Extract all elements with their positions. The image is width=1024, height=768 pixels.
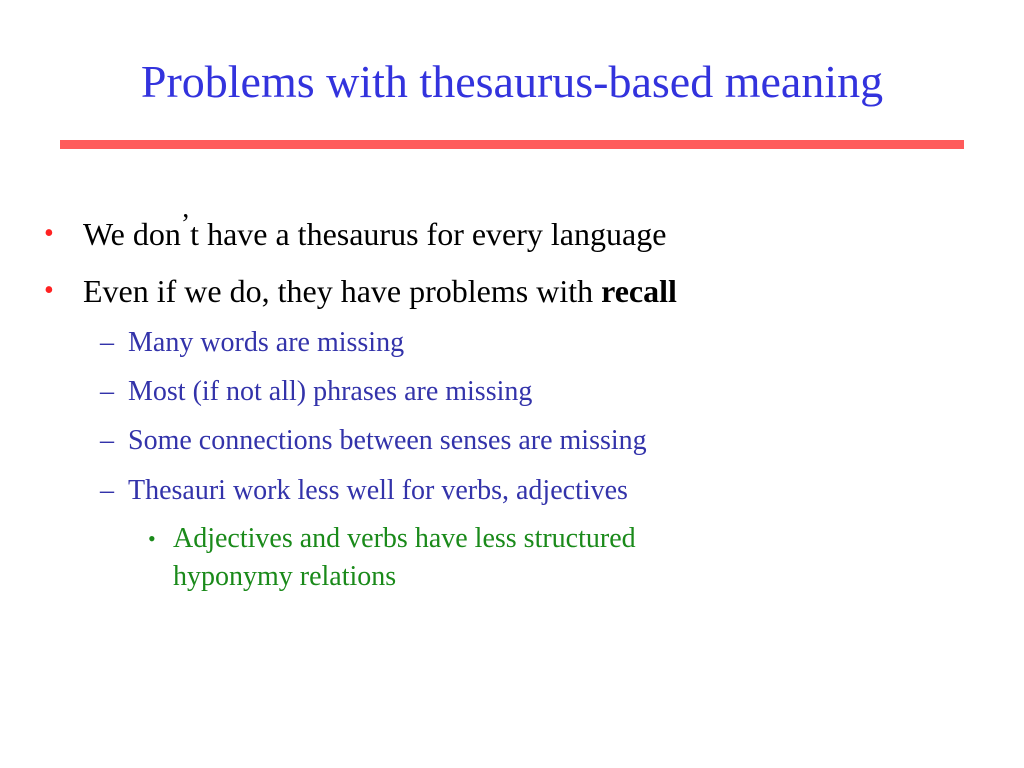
subsubbullet-line-2: hyponymy relations <box>173 561 397 592</box>
subbullet-marker: – <box>100 475 114 506</box>
subbullet-text: Some connections between senses are missing <box>128 425 647 456</box>
subsubbullet-text <box>173 520 773 596</box>
bullet-text <box>83 209 667 257</box>
subbullet-text: Many words are missing <box>128 327 405 358</box>
emphasis-recall: recall <box>601 273 677 309</box>
bullet-text-start: We don <box>83 216 181 252</box>
bullet-marker: • <box>44 275 54 306</box>
subbullet-marker: – <box>100 425 114 456</box>
subsubbullet-line-1: Adjectives and verbs have less structured <box>173 523 636 554</box>
subbullet-text: Most (if not all) phrases are missing <box>128 376 533 407</box>
bullet-text-main: Even if we do, they have problems with <box>83 273 602 309</box>
subsubbullet-marker: • <box>148 526 156 551</box>
bullet-marker: • <box>44 218 54 249</box>
slide-title: Problems with thesaurus-based meaning <box>140 56 884 107</box>
subbullet-marker: – <box>100 327 114 358</box>
bullet-text-end: t have a thesaurus for every language <box>190 216 667 252</box>
apostrophe: ’ <box>180 209 191 240</box>
bullet-text <box>83 271 677 311</box>
subbullet-text: Thesauri work less well for verbs, adjectives <box>128 475 628 506</box>
title-divider <box>60 140 964 149</box>
subbullet-marker: – <box>100 376 114 407</box>
